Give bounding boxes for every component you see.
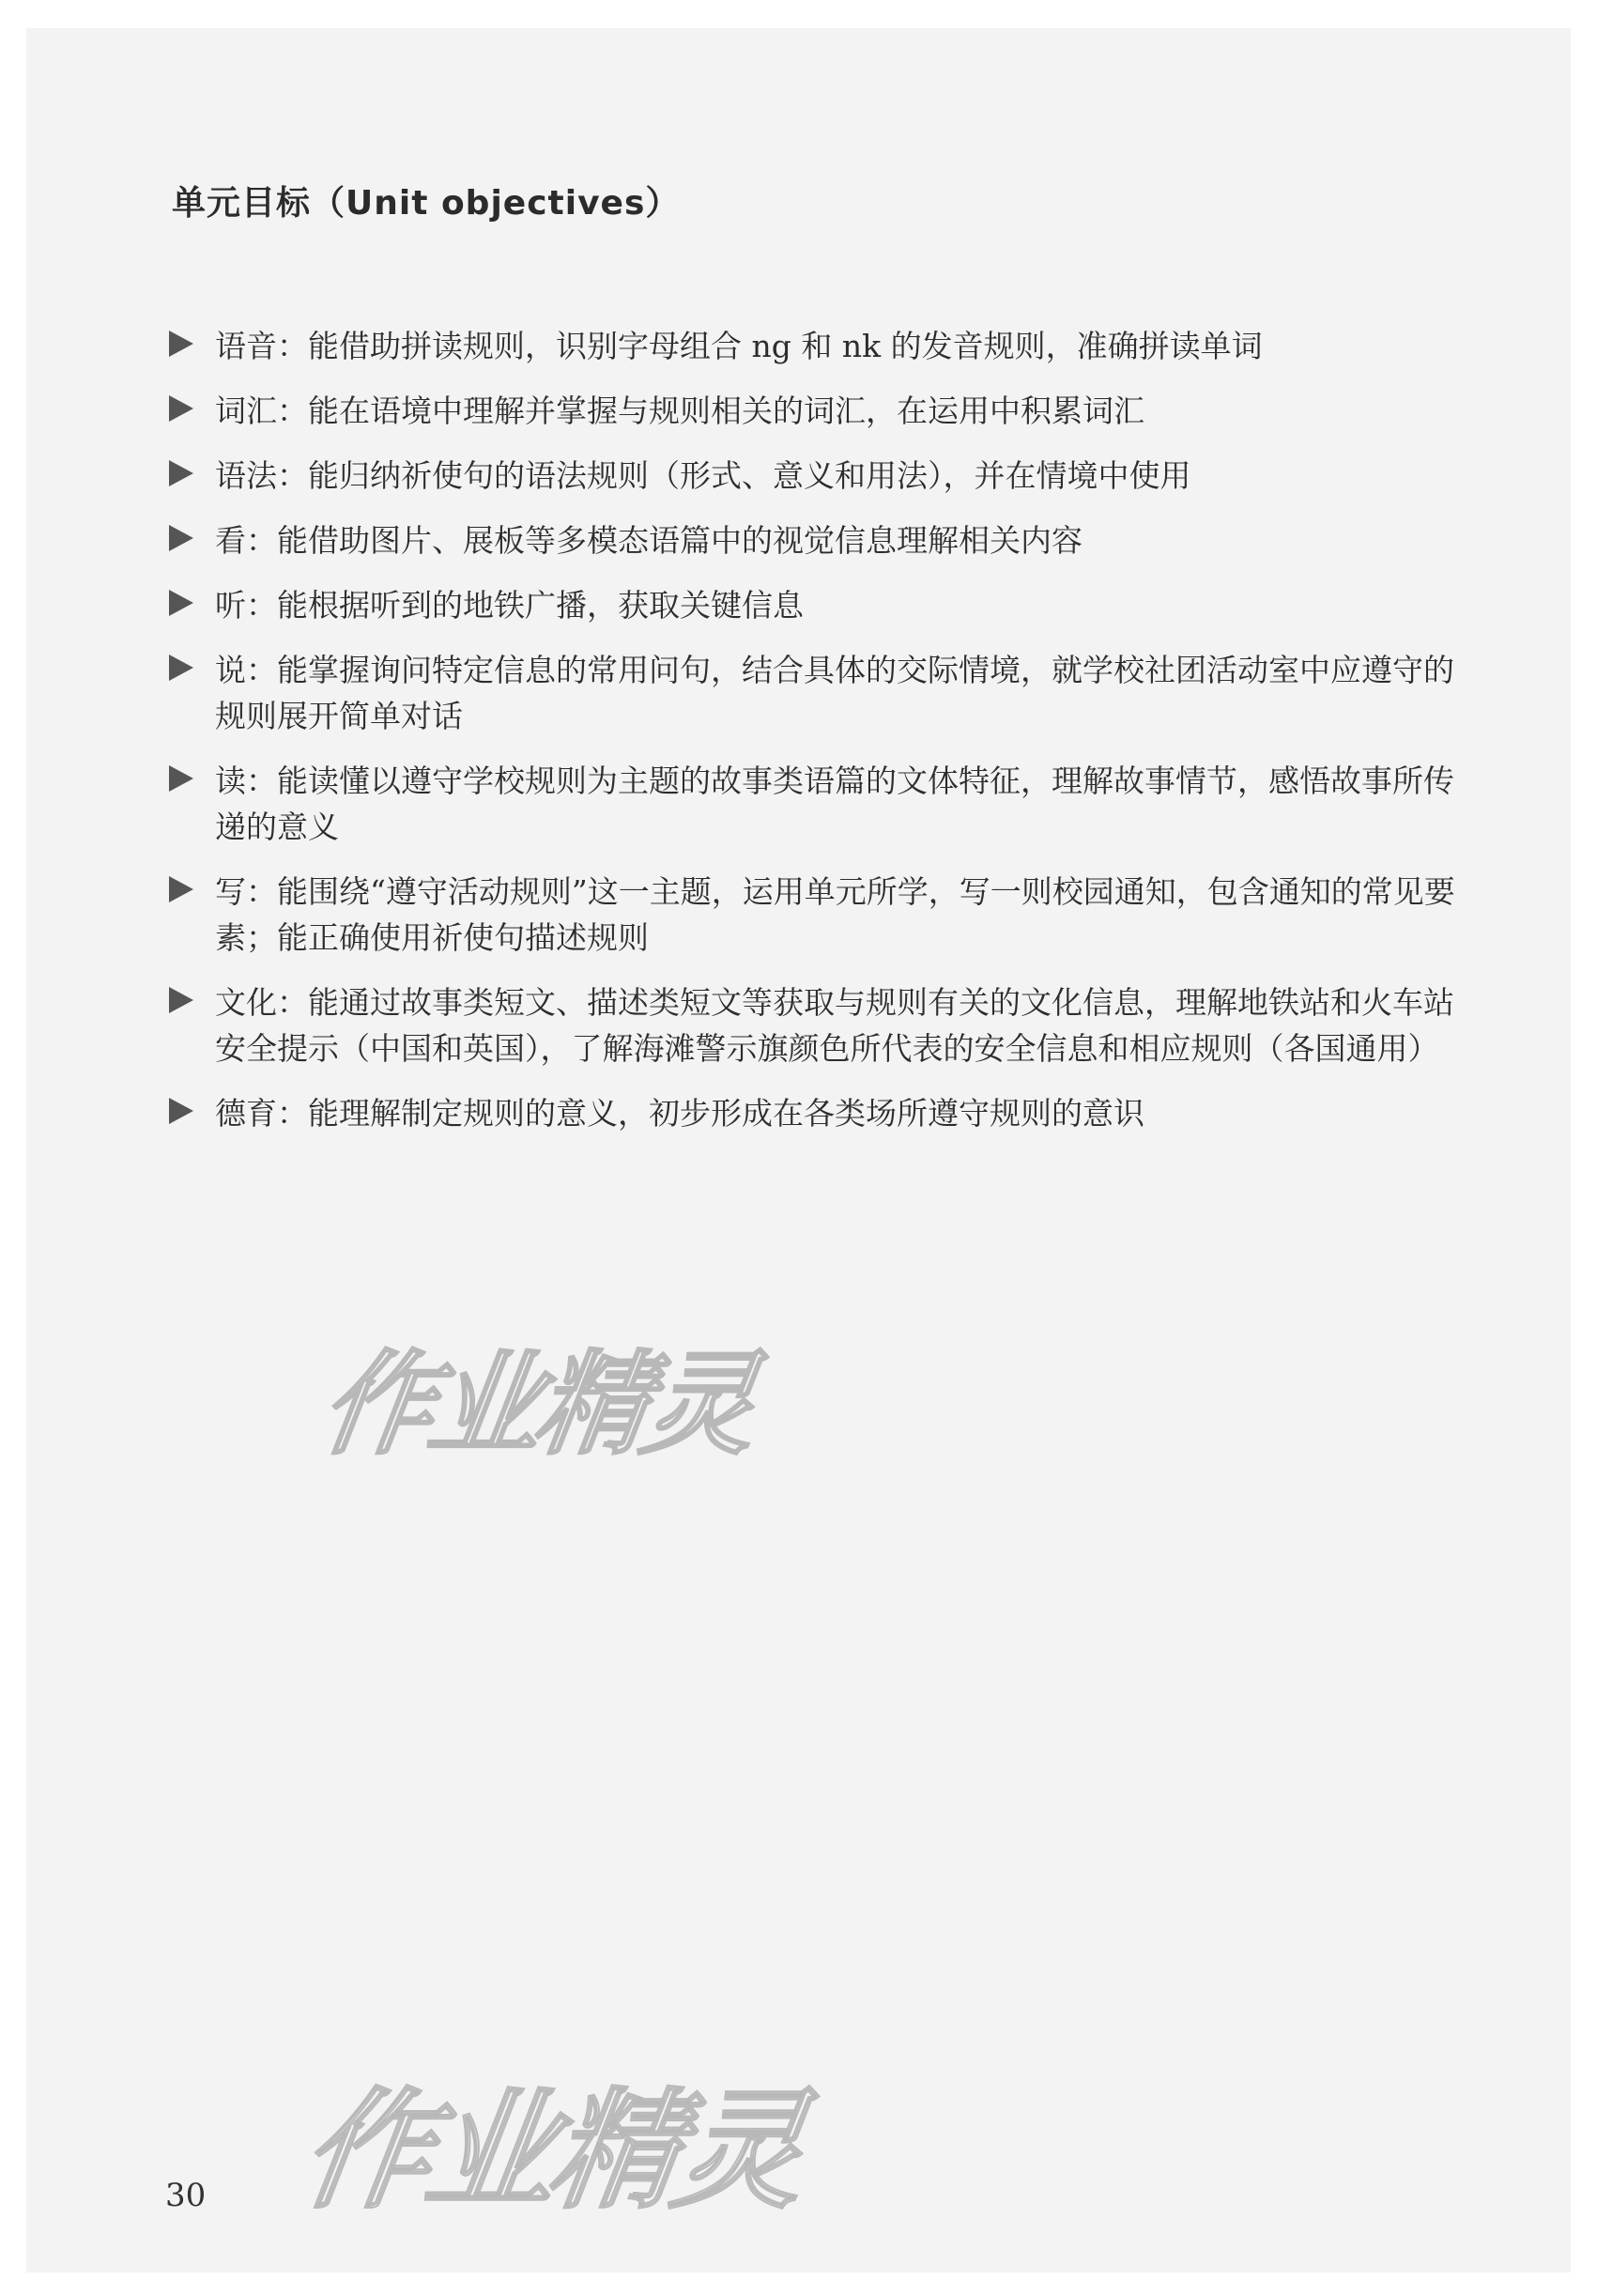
triangle-bullet-icon — [169, 590, 193, 616]
watermark-upper: 作业精灵 — [313, 1340, 760, 1471]
objective-item — [169, 979, 1460, 1071]
objective-text: 德育：能理解制定规则的意义，初步形成在各类场所遵守规则的意识 — [215, 1095, 1144, 1132]
objective-item — [169, 388, 1460, 434]
watermark-lower: 作业精灵 — [293, 2075, 810, 2227]
triangle-bullet-icon — [169, 331, 193, 357]
objective-item — [169, 647, 1460, 739]
objective-text: 说：能掌握询问特定信息的常用问句，结合具体的交际情境，就学校社团活动室中应遵守的规则展开简单对话 — [215, 652, 1454, 734]
objective-text: 读：能读懂以遵守学校规则为主题的故事类语篇的文体特征，理解故事情节，感悟故事所传递的意义 — [215, 763, 1454, 845]
objective-text: 看：能借助图片、展板等多模态语篇中的视觉信息理解相关内容 — [215, 522, 1083, 559]
objective-text: 语法：能归纳祈使句的语法规则（形式、意义和用法），并在情境中使用 — [215, 457, 1191, 494]
objective-text: 写：能围绕“遵守活动规则”这一主题，运用单元所学，写一则校园通知，包含通知的常见要素；能正确使用祈使句描述规则 — [215, 873, 1455, 956]
objective-text: 语音：能借助拼读规则，识别字母组合 ng 和 nk 的发音规则，准确拼读单词 — [215, 328, 1263, 364]
triangle-bullet-icon — [169, 987, 193, 1013]
objective-item — [169, 323, 1460, 369]
triangle-bullet-icon — [169, 525, 193, 551]
objective-text: 词汇：能在语境中理解并掌握与规则相关的词汇，在运用中积累词汇 — [215, 393, 1144, 429]
triangle-bullet-icon — [169, 876, 193, 902]
objective-item — [169, 582, 1460, 628]
triangle-bullet-icon — [169, 655, 193, 681]
objective-item — [169, 869, 1460, 961]
objective-text: 听：能根据听到的地铁广播，获取关键信息 — [215, 587, 804, 624]
objective-text: 文化：能通过故事类短文、描述类短文等获取与规则有关的文化信息，理解地铁站和火车站安全提示（中国和英国），了解海滩警示旗颜色所代表的安全信息和相应规则（各国通用） — [215, 984, 1454, 1067]
objectives-list — [169, 323, 1460, 1155]
triangle-bullet-icon — [169, 395, 193, 422]
triangle-bullet-icon — [169, 1098, 193, 1124]
objective-item — [169, 517, 1460, 563]
page-number: 30 — [165, 2177, 207, 2214]
objective-item — [169, 1090, 1460, 1136]
triangle-bullet-icon — [169, 460, 193, 486]
objective-item — [169, 453, 1460, 499]
triangle-bullet-icon — [169, 765, 193, 792]
objective-item — [169, 758, 1460, 850]
section-title: 单元目标（Unit objectives） — [172, 184, 681, 223]
